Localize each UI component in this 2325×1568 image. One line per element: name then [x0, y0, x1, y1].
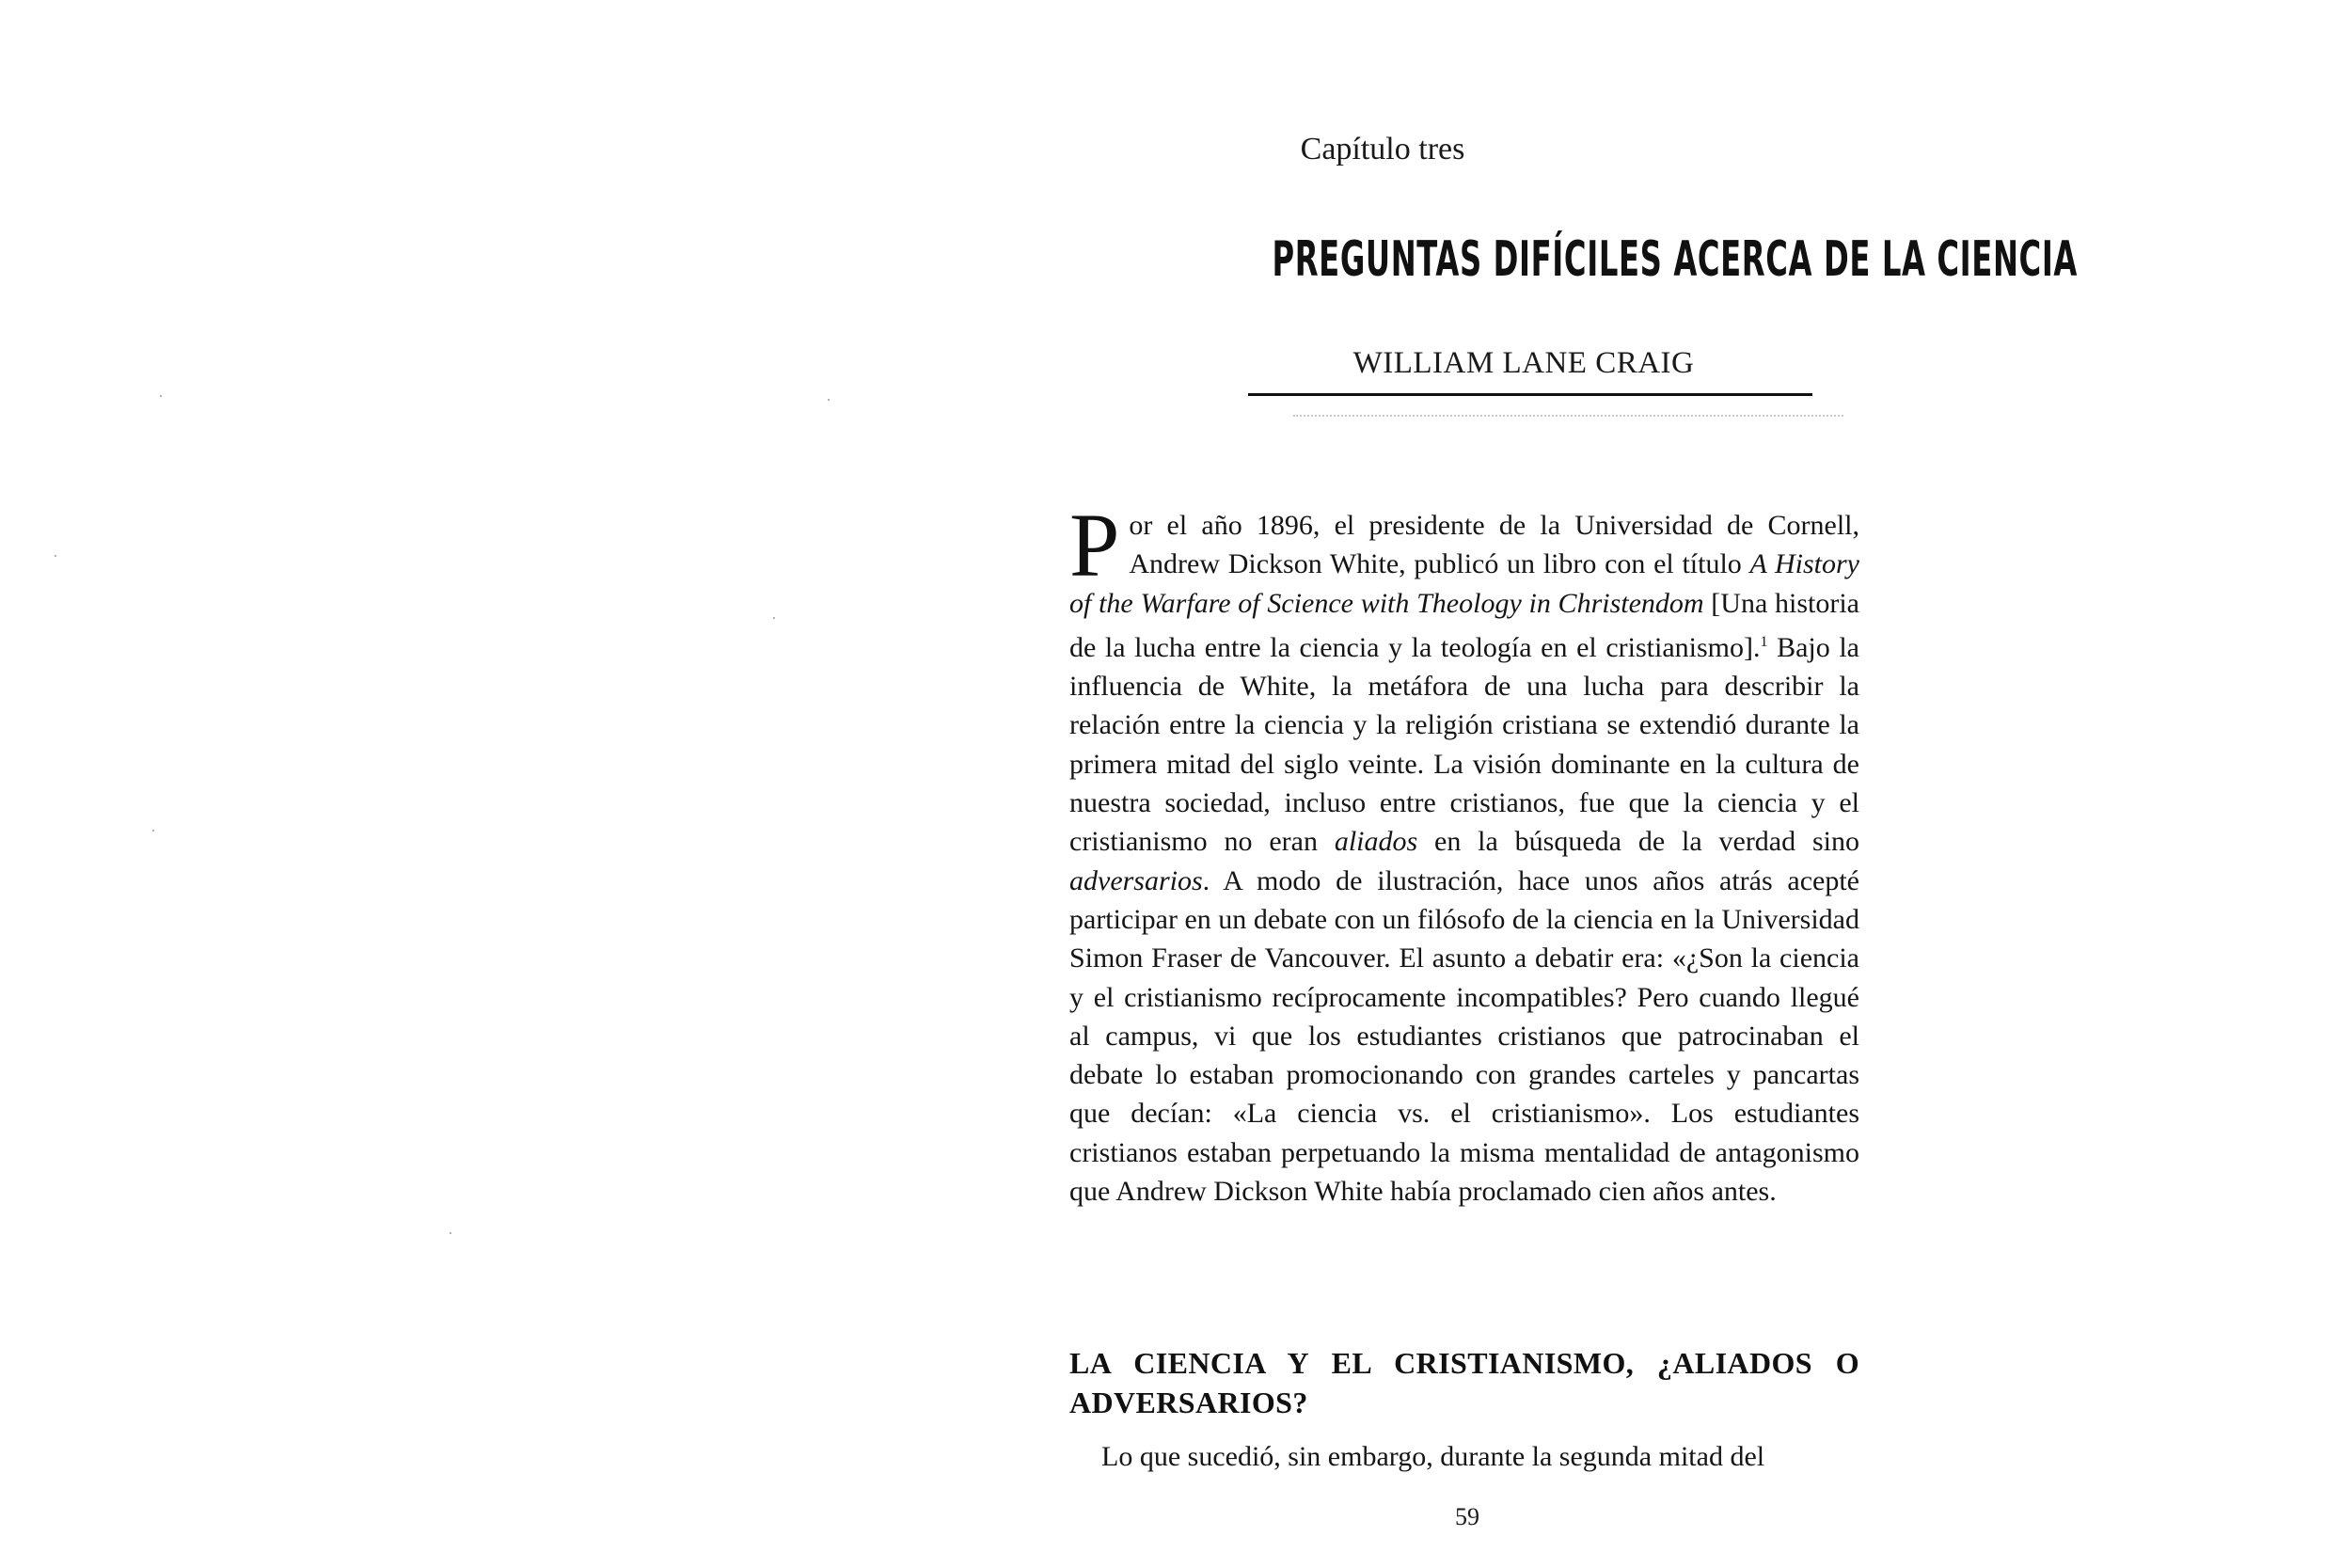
intro-text-4: en la búsqueda de la verdad sino — [1417, 826, 1859, 858]
scan-speck — [773, 617, 775, 619]
author-rule — [1248, 393, 1812, 396]
scan-speck — [160, 395, 162, 397]
chapter-label: Capítulo tres — [1300, 132, 1465, 166]
scan-speck — [55, 555, 56, 557]
intro-text-1: or el año 1896, el presidente de la Universidad de Cornell, Andrew Dickson White, publicó un libro con el título — [1129, 510, 1859, 580]
author-name: WILLIAM LANE CRAIG — [1352, 346, 1695, 380]
footnote-marker: 1 — [1760, 633, 1768, 650]
intro-paragraph — [1069, 495, 1859, 1211]
intro-text-3: Bajo la influencia de White, la metáfora de una lucha para describir la relación entre la ciencia y la religión cristiana se extendió durante la primera mitad del siglo veinte. La visión dominante en la cultura de nuestra sociedad, incluso entre cristianos, fue que la ciencia y el cristianismo no eran — [1069, 631, 1859, 858]
intro-text-5: . A modo de ilustración, hace unos años atrás acepté participar en un debate con un filósofo de la ciencia en la Universidad Simon Fraser de Vancouver. El asunto a debatir era: «¿Son la ciencia y el cristianismo recíprocamente incompatibles? Pero cuando llegué al campus, vi que los estudiantes cristianos que patrocinaban el debate lo estaban promocionando con grandes carteles y pancartas que decían: «La ciencia vs. el cristianismo». Los estudiantes cristianos estaban perpetuando la misma mentalidad de antagonismo que Andrew Dickson White había proclamado cien años antes. — [1069, 864, 1859, 1208]
scan-speck — [828, 399, 830, 401]
chapter-title: PREGUNTAS DIFÍCILES ACERCA DE LA CIENCIA — [1272, 231, 2079, 288]
faint-rule — [1293, 415, 1843, 417]
section-first-line: Lo que sucedió, sin embargo, durante la segunda mitad del — [1101, 1441, 1765, 1472]
chapter-title-wrap — [1025, 231, 2079, 297]
intro-text-2: [Una historia de la lucha entre la ciencia y la teología en el cristianismo]. — [1069, 587, 1859, 663]
book-title: A History of the Warfare of Science with Theology in Christendom — [1069, 548, 1859, 619]
emphasis-adversaries: adversarios — [1069, 864, 1203, 896]
left-page-blank — [0, 0, 959, 1568]
emphasis-allies: aliados — [1334, 826, 1418, 858]
scan-speck — [152, 830, 154, 832]
drop-cap: P — [1069, 495, 1120, 595]
right-page — [959, 0, 2079, 1568]
scan-speck — [450, 1232, 451, 1234]
section-heading: LA CIENCIA Y EL CRISTIANISMO, ¿ALIADOS O ADVERSARIOS? — [1069, 1346, 1859, 1419]
page-number: 59 — [1455, 1503, 1479, 1530]
